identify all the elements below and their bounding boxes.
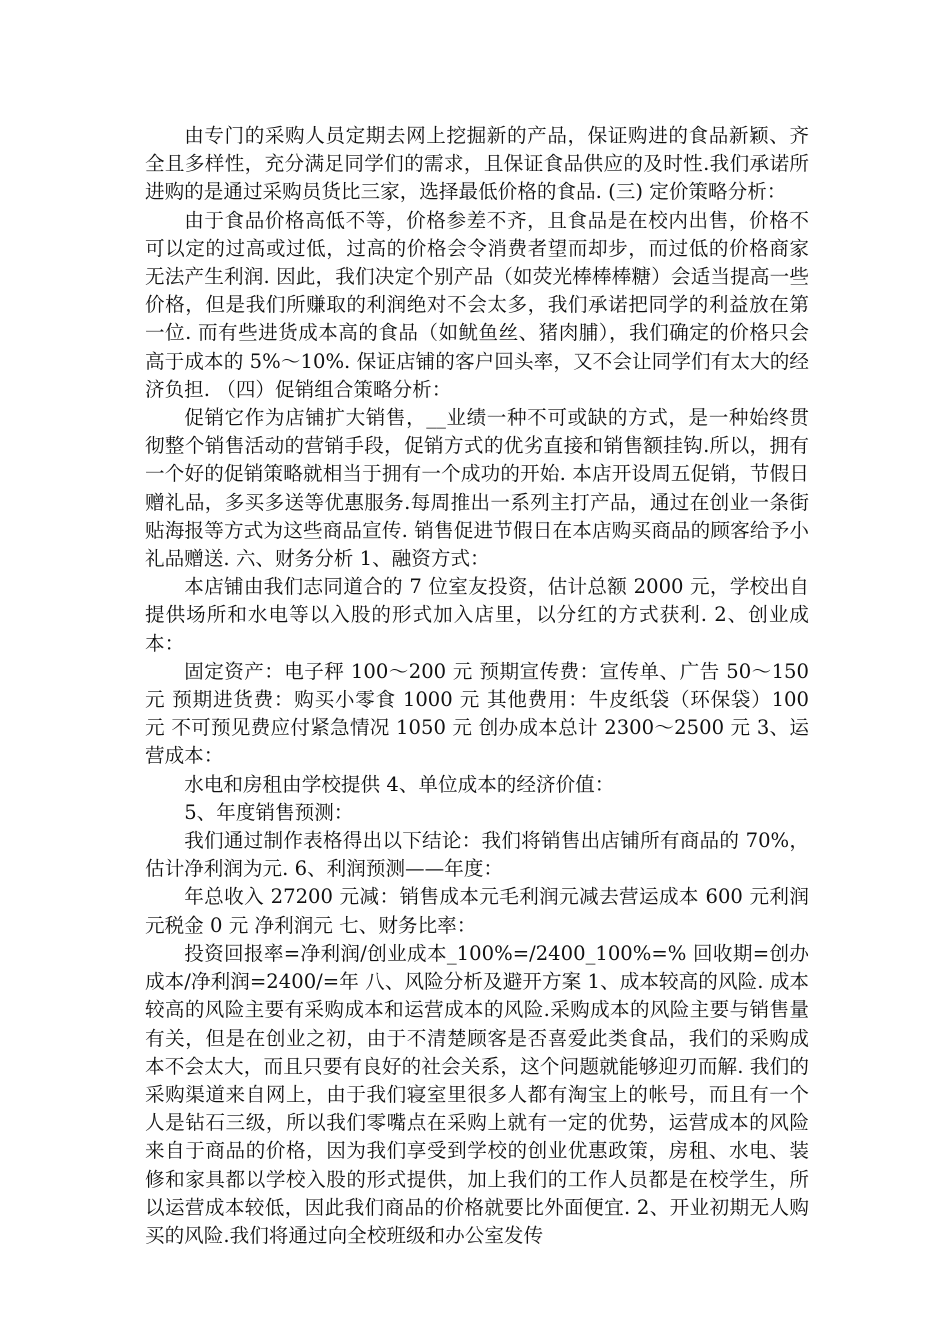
- paragraph-sales-forecast-heading: 5、年度销售预测：: [184, 800, 354, 824]
- paragraph-promotion-strategy: 促销它作为店铺扩大销售，__业绩一种不可或缺的方式，是一种始终贯彻整个销售活动的营销手段，促销方式的优劣直接和销售额挂钩.所以，拥有一个好的促销策略就相当于拥有一个成功的开始. 本店开设周五促销，节假日赠礼品，多买多送等优惠服务.每周推出一系列主打产品，通过在创业一条街贴海报等方式为这些商品宣传. 销售促进节假日在本店购买商品的顾客给予小礼品赠送. 六、财务分析 1、融资方式：: [145, 406, 809, 571]
- paragraph-startup-cost: 固定资产：电子秤 100～200 元 预期宣传费：宣传单、广告 50～150 元 预期进货费：购买小零食 1000 元 其他费用：牛皮纸袋（环保袋）100 元 不可预见费应付紧急情况 1050 元 创办成本总计 2300～2500 元 3、运营成本：: [145, 659, 809, 768]
- paragraph-pricing-strategy: 由于食品价格高低不等，价格参差不齐，且食品是在校内出售，价格不可以定的过高或过低，过高的价格会令消费者望而却步，而过低的价格商家无法产生利润. 因此，我们决定个别产品（如荧光棒棒棒糖）会适当提高一些价格，但是我们所赚取的利润绝对不会太多，我们承诺把同学的利益放在第一位. 而有些进货成本高的食品（如鱿鱼丝、猪肉脯），我们确定的价格只会高于成本的 5%～10%. 保证店铺的客户回头率，又不会让同学们有太大的经济负担. （四）促销组合策略分析：: [145, 208, 809, 401]
- document-body: [145, 122, 809, 1250]
- paragraph-operating-cost: 水电和房租由学校提供 4、单位成本的经济价值：: [184, 772, 615, 796]
- paragraph-profit-forecast: 年总收入 27200 元减：销售成本元毛利润元减去营运成本 600 元利润元税金 0 元 净利润元 七、财务比率：: [145, 885, 809, 937]
- paragraph-sales-forecast: 我们通过制作表格得出以下结论：我们将销售出店铺所有商品的 70%，估计净利润为元. 6、利润预测——年度：: [145, 829, 809, 881]
- paragraph-procurement: 由专门的采购人员定期去网上挖掘新的产品，保证购进的食品新颖、齐全且多样性，充分满足同学们的需求，且保证食品供应的及时性.我们承诺所进购的是通过采购员货比三家，选择最低价格的食品. (三) 定价策略分析：: [145, 124, 809, 204]
- paragraph-financing: 本店铺由我们志同道合的 7 位室友投资，估计总额 2000 元，学校出自提供场所和水电等以入股的形式加入店里，以分红的方式获利. 2、创业成本：: [145, 575, 809, 655]
- paragraph-ratios-and-risks: 投资回报率=净利润/创业成本_100%=/2400_100%=% 回收期=创办成本/净利润=2400/=年 八、风险分析及避开方案 1、成本较高的风险. 成本较高的风险主要有采购成本和运营成本的风险.采购成本的风险主要与销售量有关，但是在创业之初，由于不清楚顾客是否喜爱此类食品，我们的采购成本不会太大，而且只要有良好的社会关系，这个问题就能够迎刃而解. 我们的采购渠道来自网上，由于我们寝室里很多人都有淘宝上的帐号，而且有一个人是钻石三级，所以我们零嘴点在采购上就有一定的优势，运营成本的风险来自于商品的价格，因为我们享受到学校的创业优惠政策，房租、水电、装修和家具都以学校入股的形式提供，加上我们的工作人员都是在校学生，所以运营成本较低，因此我们商品的价格就要比外面便宜. 2、开业初期无人购买的风险.我们将通过向全校班级和办公室发传: [145, 941, 809, 1247]
